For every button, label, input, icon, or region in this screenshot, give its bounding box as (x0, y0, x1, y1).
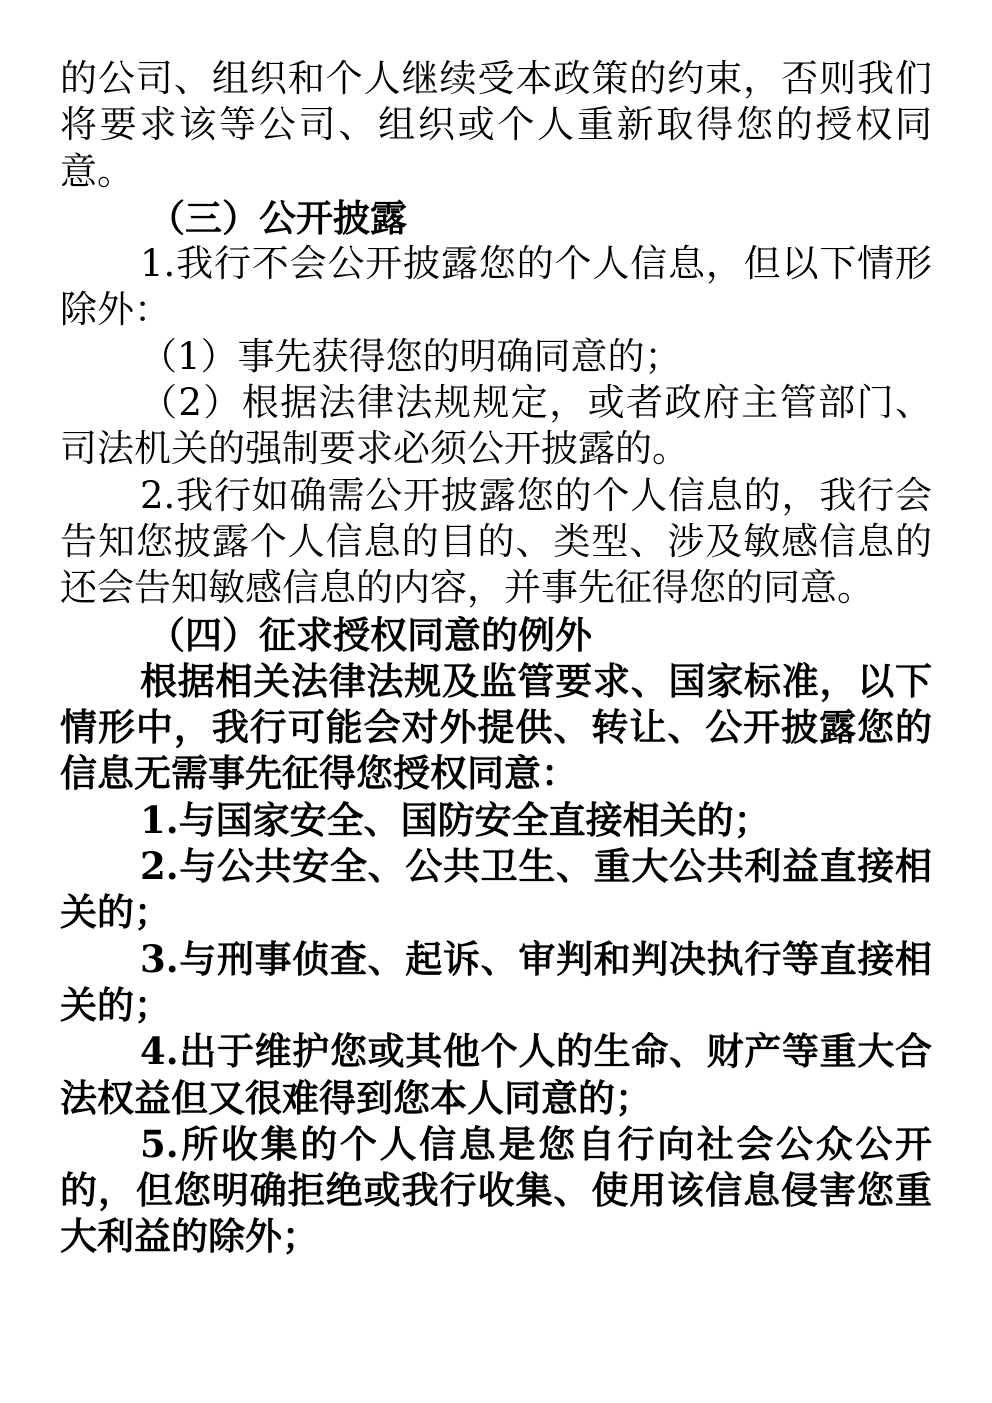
list-item: 5.所收集的个人信息是您自行向社会公众公开的，但您明确拒绝或我行收集、使用该信息侵害您重大利益的除外； (60, 1121, 932, 1259)
list-item: 2.与公共安全、公共卫生、重大公共利益直接相关的； (60, 844, 932, 935)
paragraph-exception-2: （2）根据法律法规规定，或者政府主管部门、司法机关的强制要求必须公开披露的。 (60, 381, 932, 471)
list-item: 3.与刑事侦查、起诉、审判和判决执行等直接相关的； (60, 936, 932, 1027)
list-item: 1.与国家安全、国防安全直接相关的； (140, 797, 771, 842)
list-item: 4.出于维护您或其他个人的生命、财产等重大合法权益但又很难得到您本人同意的； (60, 1029, 932, 1120)
paragraph-exception-1: （1）事先获得您的明确同意的； (140, 334, 682, 378)
document-page (60, 56, 932, 1260)
section-heading-consent-exceptions: （四）征求授权同意的例外 (148, 612, 592, 657)
paragraph-continuation: 的公司、组织和个人继续受本政策的约束，否则我们将要求该等公司、组织或个人重新取得您的授权同意。 (60, 57, 932, 193)
paragraph-exceptions-intro: 根据相关法律法规及监管要求、国家标准，以下情形中，我行可能会对外提供、转让、公开披露您的信息无需事先征得您授权同意： (60, 658, 932, 796)
paragraph-disclosure-rule: 1.我行不会公开披露您的个人信息，但以下情形除外： (60, 242, 932, 332)
paragraph-disclosure-notice: 2.我行如确需公开披露您的个人信息的，我行会告知您披露个人信息的目的、类型、涉及敏感信息的还会告知敏感信息的内容，并事先征得您的同意。 (60, 473, 932, 610)
section-heading-public-disclosure: （三）公开披露 (148, 195, 407, 240)
